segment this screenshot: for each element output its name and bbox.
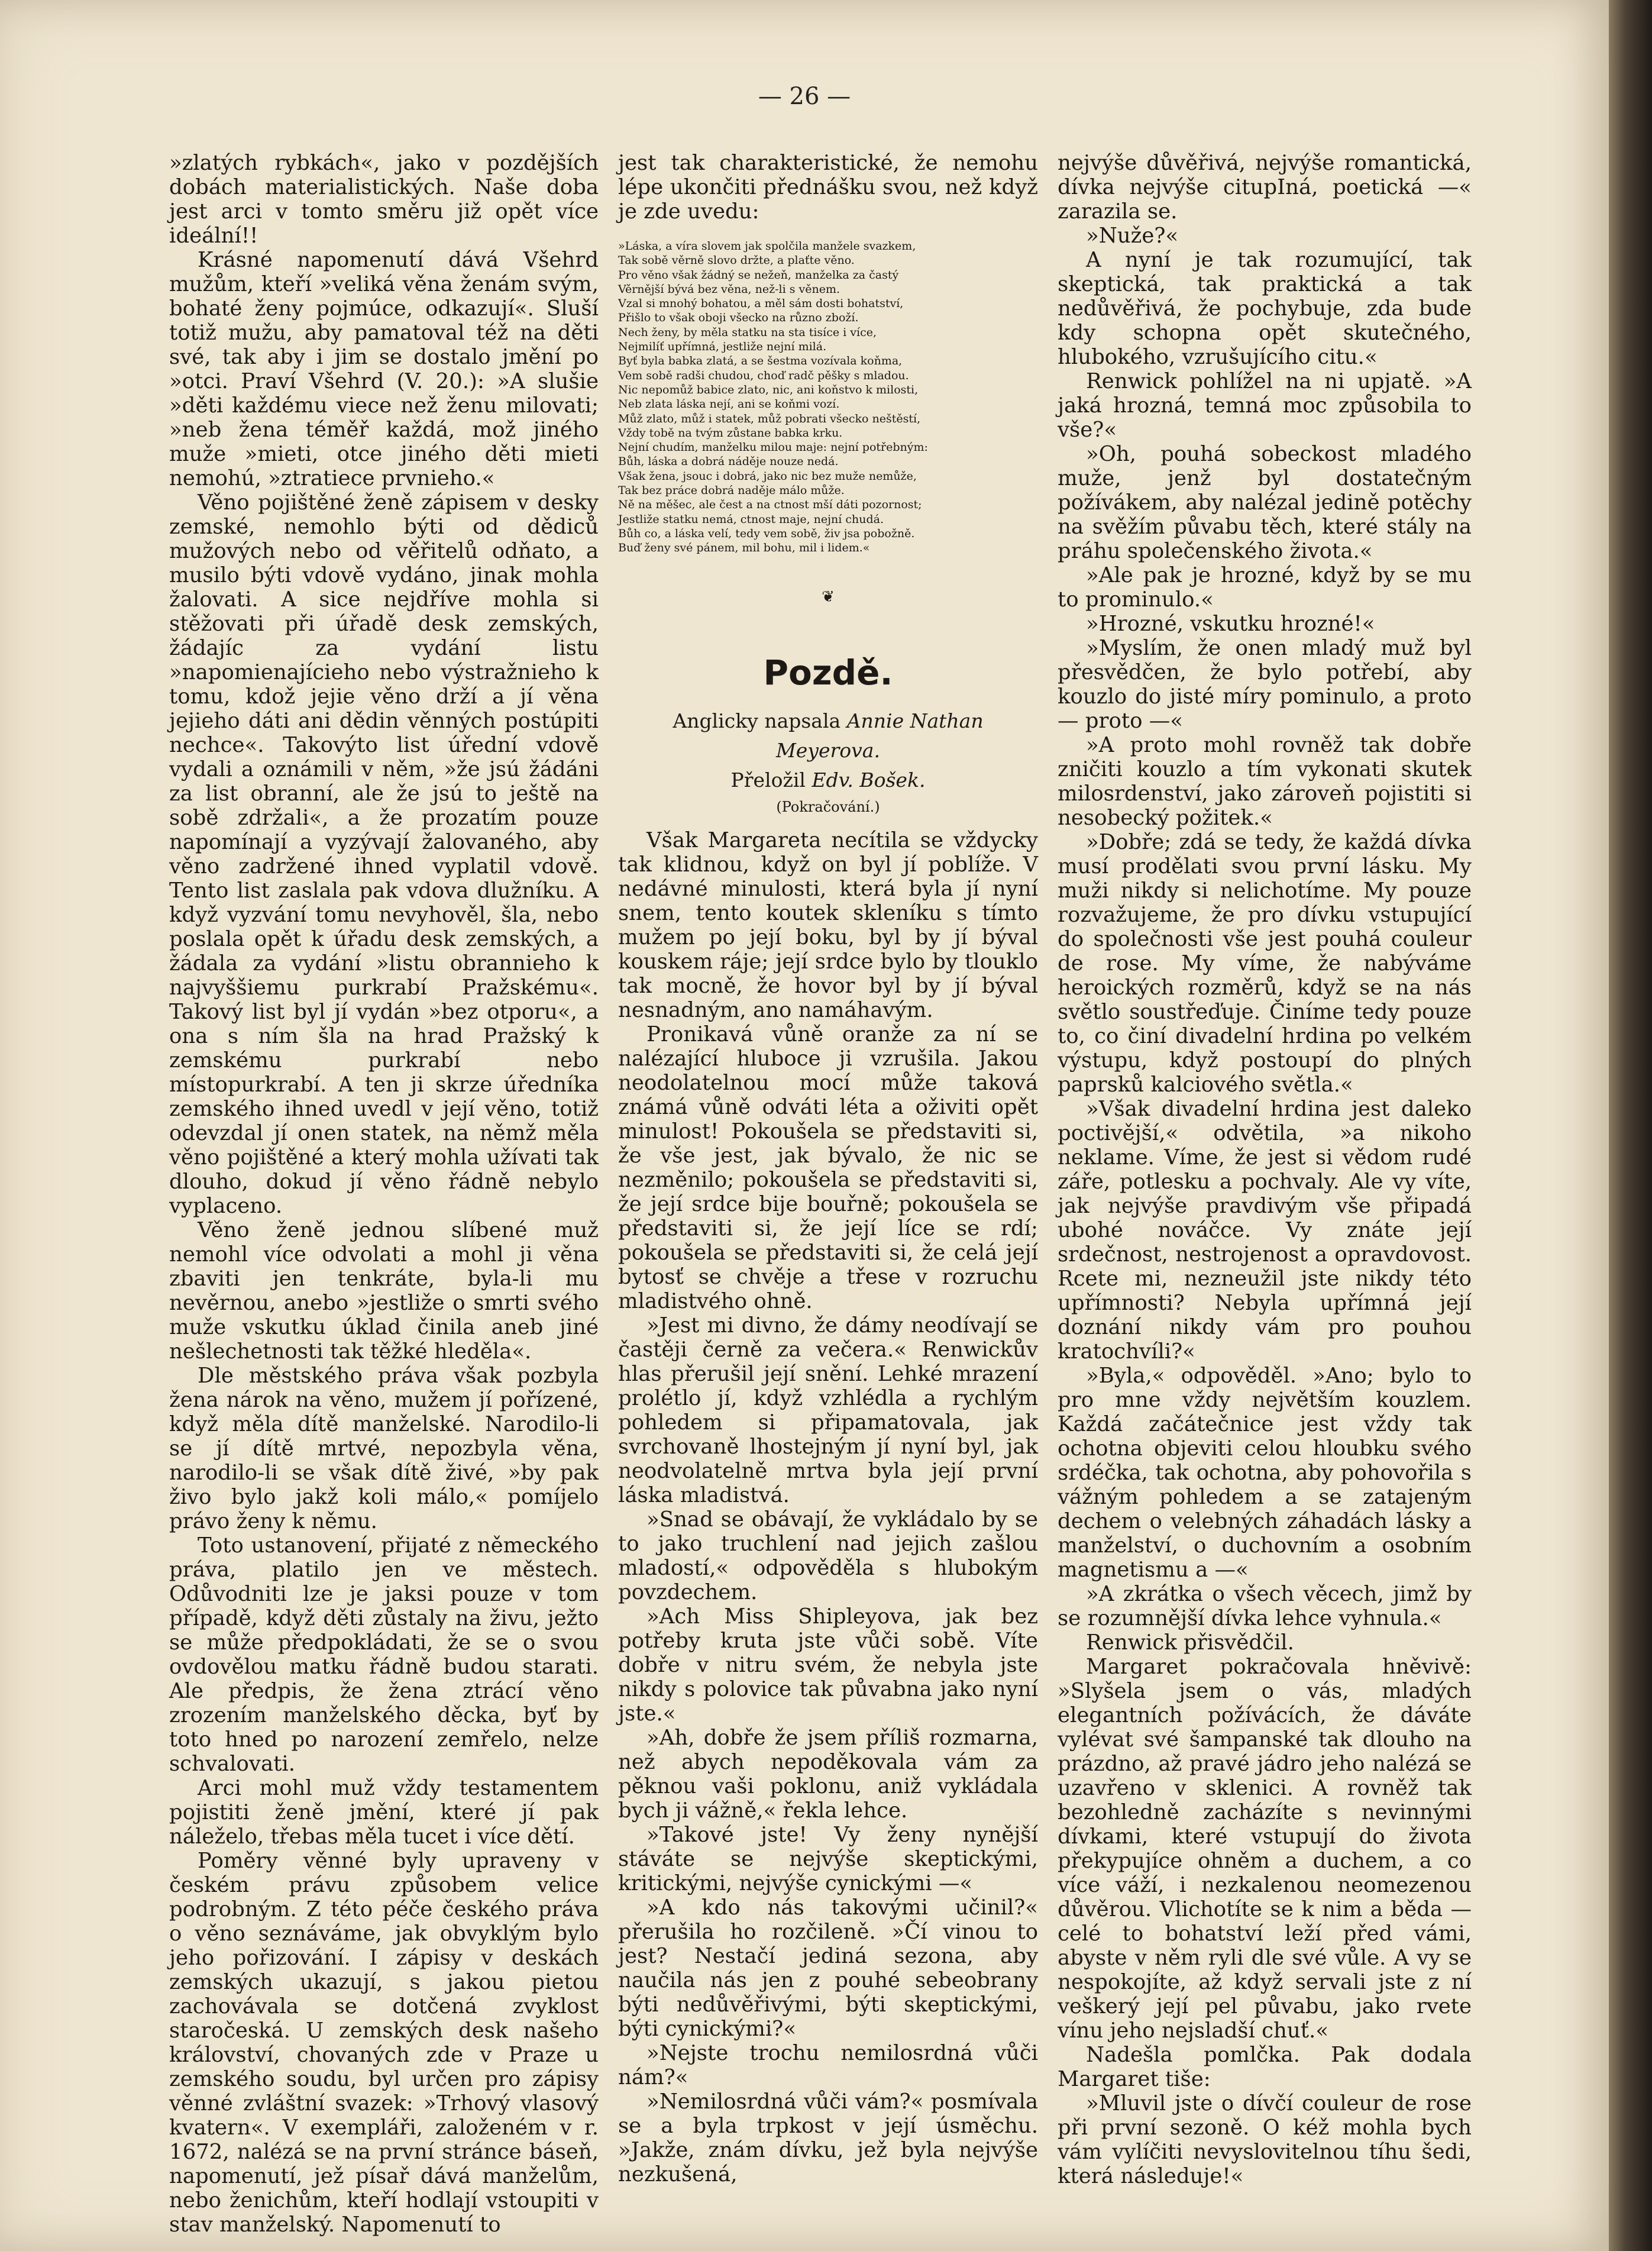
paragraph: A nyní je tak rozumující, tak skeptická, tak praktická a tak nedůvěřivá, že pochybuje, zda bude kdy schopna opět skutečného, hlubokého, vzrušujícího citu.« <box>1058 248 1472 369</box>
poem-line: Vzal si mnohý bohatou, a měl sám dosti bohatství, <box>618 297 904 311</box>
paragraph: Věno ženě jednou slíbené muž nemohl více odvolati a mohl ji věna zbaviti jen tenkráte, byla-li mu nevěrnou, anebo »jestliže o smrti svého muže vskutku úklad činila aneb jiné nešlechetnosti tak těžké hleděla«. <box>169 1218 599 1364</box>
paragraph: »Hrozné, vskutku hrozné!« <box>1086 612 1375 636</box>
paragraph: »Takové jste! Vy ženy nynější stáváte se nejvýše skeptickými, kritickými, nejvýše cynickými —« <box>618 1822 1038 1895</box>
poem-line: Vždy tobě na tvým zůstane babka krku. <box>618 426 843 440</box>
book-spine-shadow <box>1609 0 1652 2251</box>
poem-line: Nejmilíť upřímná, jestliže nejní milá. <box>618 340 827 354</box>
paragraph: Krásné napomenutí dává Všehrd mužům, kteří »veliká věna ženám svým, bohaté ženy pojmúce, odkazují«. Sluší totiž mužu, aby pamatoval též na děti své, tak aby i jim se dostalo jmění po »otci. Praví Všehrd (V. 20.): »A slušie »děti každému viece než ženu milovati; »neb žena téměř každá, mož jiného muže »mieti, otce jiného děti mieti nemohú, »ztratiece prvnieho.« <box>169 248 599 490</box>
author-credit <box>618 706 1038 766</box>
paragraph: »A proto mohl rovněž tak dobře zničiti kouzlo a tím vykonati skutek milosrdenství, jako zároveň pojistiti si nesobecký požitek.« <box>1058 733 1472 830</box>
poem <box>618 239 1038 556</box>
paragraph: Poměry věnné byly upraveny v českém právu způsobem velice podrobným. Z této péče českého práva o věno seznáváme, jak obvyklým bylo jeho pořizování. I zápisy v deskách zemských ukazují, s jakou pietou zachovávala se dotčená zvyklost staročeská. U zemských desk našeho království, chovaných zde v Praze u zemského soudu, byl určen pro zápisy věnné zvláštní svazek: »Trhový vlasový kvatern«. V exempláři, založeném v r. 1672, nalézá se na první stránce báseň, napomenutí, jež písař dává manželům, nebo ženichům, kteří hodlají vstoupiti v stav manželský. Napomenutí to <box>169 1849 599 2237</box>
paragraph: »Dobře; zdá se tedy, že každá dívka musí prodělati svou první lásku. My muži nikdy si nelichotíme. My pouze rozvažujeme, že pro dívku vstupující do společnosti vše jest pouhá couleur de rose. My víme, že nabýváme heroických rozměrů, když se na nás světlo soustřeďuje. Činíme tedy pouze to, co činí divadelní hrdina po velkém výstupu, když postoupí do plných paprsků kalciového světla.« <box>1058 830 1472 1097</box>
translator-prefix: Přeložil <box>730 768 812 792</box>
paragraph: »Ale pak je hrozné, když by se mu to prominulo.« <box>1058 563 1472 612</box>
poem-line: Buď ženy své pánem, mil bohu, mil i lidem.« <box>618 541 870 555</box>
paragraph: »Však divadelní hrdina jest daleko poctivější,« odvětila, »a nikoho neklame. Víme, že jest si vědom rudé záře, potlesku a pochvaly. Ale vy víte, jak nejvýše pravdivým vše připadá ubohé nováčce. Vy znáte její srdečnost, nestrojenost a opravdovost. Rcete mi, nezneužil jste nikdy této upřímnosti? Nebyla upřímná její doznání nikdy vám pro pouhou kratochvíli?« <box>1058 1097 1472 1364</box>
poem-line: Věrnější bývá bez věna, než-li s věnem. <box>618 282 840 296</box>
paragraph: »Ach Miss Shipleyova, jak bez potřeby kruta jste vůči sobě. Víte dobře v nitru svém, že nebyla jste nikdy s polovice tak půvabna jako nyní jste.« <box>618 1604 1038 1726</box>
column-3 <box>1058 151 1472 2188</box>
translator-name: Edv. Bošek. <box>812 768 926 792</box>
author-name: Annie Nathan Meyerova. <box>776 709 984 762</box>
continued-note: (Pokračování.) <box>776 798 880 815</box>
poem-line: Pro věno však žádný se nežeň, manželka za častý <box>618 268 899 282</box>
paragraph: »Myslím, že onen mladý muž byl přesvědčen, že bylo potřebí, aby kouzlo do jisté míry pominulo, a proto — proto —« <box>1058 636 1472 733</box>
poem-line: Bůh co, a láska velí, tedy vem sobě, živ jsa pobožně. <box>618 527 915 540</box>
poem-line: »Láska, a víra slovem jak spolčila manžele svazkem, <box>618 240 916 253</box>
paragraph: jest tak charakteristické, že nemohu lépe ukončiti přednášku svou, než když je zde uvedu: <box>618 151 1038 224</box>
poem-line: Tak sobě věrně slovo držte, a plaťte věno. <box>618 254 855 267</box>
paragraph: »Nemilosrdná vůči vám?« posmívala se a byla trpkost v její úsměchu. »Jakže, znám dívku, jež byla nejvýše nezkušená, <box>618 2089 1038 2187</box>
poem-line: Však žena, jsouc i dobrá, jako nic bez muže nemůže, <box>618 469 917 483</box>
poem-line: Nic nepomůž babice zlato, nic, ani koňstvo k milosti, <box>618 383 919 396</box>
poem-line: Jestliže statku nemá, ctnost maje, nejní chudá. <box>618 512 884 526</box>
paragraph: Toto ustanovení, přijaté z německého práva, platilo jen ve městech. Odůvodniti lze je jaksi pouze v tom případě, když děti zůstaly na živu, ježto se může předpokládati, že se o svou ovdovělou matku řádně budou starati. Ale předpis, že žena ztrácí věno zrozením manželského děcka, byť by toto hned po narození zemřelo, nelze schvalovati. <box>169 1533 599 1776</box>
poem-line: Neb zlata láska nejí, ani se koňmi vozí. <box>618 398 840 411</box>
paragraph: Dle městského práva však pozbyla žena nárok na věno, mužem jí pořízené, když měla dítě manželské. Narodilo-li se jí dítě mrtvé, nepozbyla věna, narodilo-li se však dítě živé, »by pak živo bylo jakž koli málo,« pomíjelo právo ženy k němu. <box>169 1364 599 1533</box>
paragraph: »Nuže?« <box>1086 224 1179 248</box>
translator-credit <box>618 766 1038 795</box>
paragraph: »zlatých rybkách«, jako v pozdějších dobách materialistických. Naše doba jest arci v tomto směru již opět více ideální!! <box>169 151 599 248</box>
paragraph: »Nejste trochu nemilosrdná vůči nám?« <box>618 2040 1038 2089</box>
column-2 <box>618 151 1038 2187</box>
paragraph: Margaret pokračovala hněvivě: »Slyšela jsem o vás, mladých elegantních požívácích, že dáváte vylévat své šampanské tak dlouho na prázdno, až pravé jádro jeho nalézá se uzavřeno v sklenici. A rovněž tak bezohledně zacházíte s nevinnými dívkami, které vstupují do života překypujíce ohněm a duchem, a co více váží, i nezkalenou neomezenou důvěrou. Vlichotíte se k nim a běda — celé to bohatství leží před vámi, abyste v něm ryli dle své vůle. A vy se nespokojíte, až když servali jste z ní veškerý její pel půvabu, jako rvete vínu jeho nejsladší chuť.« <box>1058 1655 1472 2043</box>
paragraph: Nadešla pomlčka. Pak dodala Margaret tiše: <box>1058 2043 1472 2091</box>
paragraph: »Snad se obávají, že vykládalo by se to jako truchlení nad jejich zašlou mladostí,« odpověděla s hlubokým povzdechem. <box>618 1507 1038 1604</box>
story-title: Pozdě. <box>763 652 893 693</box>
paragraph: nejvýše důvěřivá, nejvýše romantická, dívka nejvýše citupIná, poetická —« zarazila se. <box>1058 151 1472 224</box>
poem-line: Vem sobě radši chudou, choď radč pěšky s mladou. <box>618 369 909 382</box>
poem-line: Byť byla babka zlatá, a se šestma vozívala koňma, <box>618 354 903 368</box>
paragraph: Arci mohl muž vždy testamentem pojistiti ženě jmění, které jí pak náleželo, třebas měla tucet i více dětí. <box>169 1776 599 1849</box>
paragraph: Pronikavá vůně oranže za ní se nalézající hluboce ji vzrušila. Jakou neodolatelnou mocí může taková známá vůně odváti léta a oživiti opět minulost! Pokoušela se představiti si, že vše jest, jak bývalo, že nic se nezměnilo; pokoušela se představiti si, že její srdce bije bouřně; pokoušela se představiti si, že její líce se rdí; pokoušela se představiti si, že celá její bytosť se chvěje a třese v rozruchu mladistvého ohně. <box>618 1022 1038 1313</box>
ornament-icon: ❦ <box>822 587 835 606</box>
paragraph: »Mluvil jste o dívčí couleur de rose při první sezoně. O kéž mohla bych vám vylíčiti nevyslovitelnou tíhu šedi, která následuje!« <box>1058 2091 1472 2188</box>
paragraph: »A zkrátka o všech věcech, jimž by se rozumnější dívka lehce vyhnula.« <box>1058 1582 1472 1630</box>
poem-line: Bůh, láska a dobrá náděje nouze nedá. <box>618 455 839 469</box>
poem-line: Nejní chudím, manželku milou maje: nejní potřebným: <box>618 441 928 454</box>
paragraph: »Byla,« odpověděl. »Ano; bylo to pro mne vždy největším kouzlem. Každá začátečnice jest vždy tak ochotna objeviti celou hloubku svého srdéčka, tak ochotna, aby pohovořila s vážným pohledem a se zatajeným dechem o velebných záhadách lásky a manželství, o duchovním a osobním magnetismu a —« <box>1058 1364 1472 1582</box>
paragraph: »A kdo nás takovými učinil?« přerušila ho rozčileně. »Čí vinou to jest? Nestačí jediná sezona, aby naučila nás jen z pouhé sebeobrany býti nedůvěřivými, býti skeptickými, býti cynickými?« <box>618 1895 1038 2041</box>
paragraph: Věno pojištěné ženě zápisem v desky zemské, nemohlo býti od dědiců mužových nebo od věřitelů odňato, a musilo býti vdově vydáno, jinak mohla žalovati. A sice nejdříve mohla si stěžovati při úřadě desk zemských, žádajíc za vydání listu »napomienajícieho nebo výstražnieho k tomu, kdož jejie věno drží a jí věna jejieho dáti ani dědin věnných postúpiti nechce«. Takovýto list úřední vdově vydali a oznámili v něm, »že jsú žádáni za list obranní, ale že jsú to ještě na sobě zdržali«, a že prozatím pouze napomínají a vyzývají žalovaného, aby věno zadržené ihned vyplatil vdově. Tento list zaslala pak vdova dlužníku. A když vyzvání tomu nevyhověl, šla, nebo poslala opět k úřadu desk zemských, a žádala za vydání »listu obrannieho k najvyššiemu purkrabí Pražskému«. Takový list byl jí vydán »bez otporu«, a ona s ním šla na hrad Pražský k zemskému purkrabí nebo místopurkrabí. A ten ji skrze úředníka zemského ihned uvedl v její věno, totiž odevzdal jí onen statek, na němž měla věno pojištěné a který mohla užívati tak dlouho, dokud jí věno řádně nebylo vyplaceno. <box>169 490 599 1218</box>
column-1 <box>169 151 599 2237</box>
paragraph: »Jest mi divno, že dámy neodívají se častěji černě za večera.« Renwickův hlas přerušil její snění. Lehké mrazení prolétlo jí, když vzhlédla a rychlým pohledem si připamatovala, jak svrchovaně lhostejným jí nyní byl, jak neodvolatelně mrtva byla její první láska mladistvá. <box>618 1313 1038 1507</box>
paragraph: »Ah, dobře že jsem příliš rozmarna, než abych nepoděkovala vám za pěknou vaši poklonu, aniž vykládala bych ji vážně,« řekla lehce. <box>618 1725 1038 1823</box>
poem-line: Přišlo to však oboji všecko na různo zboží. <box>618 311 859 325</box>
poem-line: Nech ženy, by měla statku na sta tisíce i více, <box>618 325 877 339</box>
paragraph: »Oh, pouhá sobeckost mladého muže, jenž byl dostatečným požívákem, aby nalézal jedině potěchy na svěžím půvabu těch, které stály na práhu společenského života.« <box>1058 442 1472 563</box>
poem-line: Tak bez práce dobrá naděje málo může. <box>618 484 845 498</box>
poem-line: Ně na měšec, ale čest a na ctnost mší dáti pozornost; <box>618 498 922 512</box>
page-number: — 26 — <box>758 83 851 110</box>
paragraph: Renwick přisvědčil. <box>1086 1630 1294 1655</box>
poem-line: Můž zlato, můž i statek, můž pobrati všecko neštěstí, <box>618 412 921 425</box>
author-prefix: Anglicky napsala <box>673 709 847 732</box>
paragraph: Však Margareta necítila se vždycky tak klidnou, když on byl jí poblíže. V nedávné minulosti, která byla jí nyní snem, tento koutek skleníku s tímto mužem po její boku, byl by jí býval kouskem ráje; její srdce bylo by tlouklo tak mocně, že hovor byl by jí býval nesnadným, ano namáhavým. <box>618 828 1038 1022</box>
paragraph: Renwick pohlížel na ni upjatě. »A jaká hrozná, temná moc způsobila to vše?« <box>1058 369 1472 442</box>
